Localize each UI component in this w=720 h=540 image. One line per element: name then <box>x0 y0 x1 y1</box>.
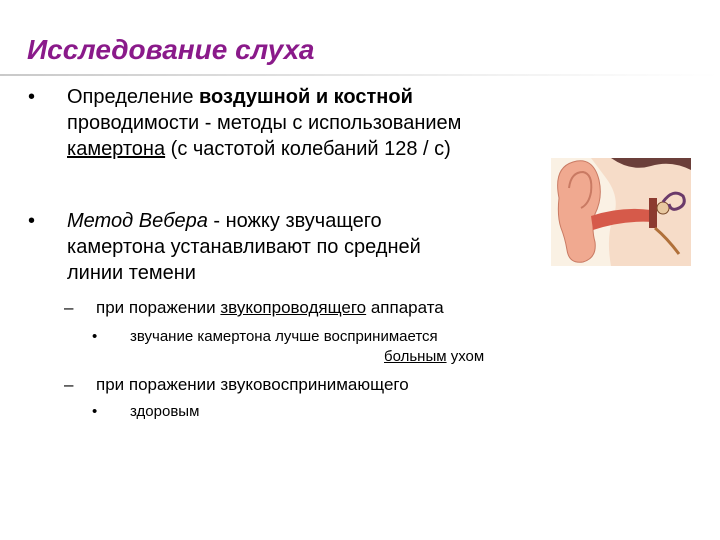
bullet-marker: • <box>28 86 36 108</box>
bullet-2-text <box>67 208 537 286</box>
sub-sub-item-1-rest: ухом <box>446 348 485 365</box>
sub-item-1-post: аппарата <box>366 298 444 317</box>
bullet-1-text <box>67 84 587 162</box>
sub-sub-item-2-text: здоровым <box>130 403 200 420</box>
sub-item-1-text <box>96 297 444 319</box>
sub-sub-item-1-line-2 <box>384 347 484 367</box>
bullet-1-line-3 <box>67 136 587 162</box>
bullet-1-line-1-pre: Определение <box>67 86 200 108</box>
bullet-1-line-1-bold: воздушной и костной <box>199 86 413 108</box>
bullet-1-line-3-rest: (с частотой колебаний 128 / с) <box>165 138 451 160</box>
slide-title: Исследование слуха <box>27 34 315 65</box>
bullet-2-line-3: линии темени <box>67 262 196 284</box>
sub-item-2-text: при поражении звуковоспринимающего <box>96 375 409 394</box>
sub-item-1-underlined: звукопроводящего <box>220 298 367 317</box>
bullet-marker: • <box>92 403 98 420</box>
bullet-2-line-1-rest: - ножку звучащего <box>207 210 382 232</box>
bullet-marker: • <box>28 210 36 232</box>
bullet-2-line-1-italic: Метод Вебера <box>67 210 208 232</box>
bullet-1-line-1 <box>67 84 587 110</box>
bullet-2-line-1 <box>67 208 537 234</box>
dash-marker: – <box>64 298 74 317</box>
ear-anatomy-image <box>551 158 691 266</box>
title-divider <box>0 74 720 76</box>
ossicle <box>657 202 669 214</box>
sub-item-1-pre: при поражении <box>96 298 221 317</box>
sub-sub-item-1-underlined: больным <box>384 348 447 365</box>
dash-marker: – <box>64 375 74 394</box>
bullet-marker: • <box>92 328 98 345</box>
eardrum <box>649 198 657 228</box>
bullet-1-line-2: проводимости - методы с использованием <box>67 112 462 134</box>
sub-sub-item-1-line-1: звучание камертона лучше воспринимается <box>130 328 438 345</box>
bullet-1-line-3-underlined: камертона <box>67 138 166 160</box>
bullet-2-line-2: камертона устанавливают по средней <box>67 236 421 258</box>
